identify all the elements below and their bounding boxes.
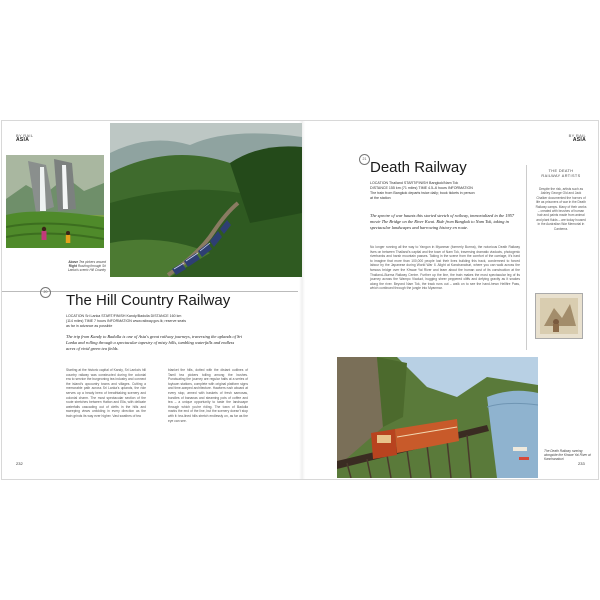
hill-country-train-photo <box>110 123 302 277</box>
left-meta-line3: as far in advance as possible <box>66 324 113 328</box>
right-meta-line3: The train from Bangkok departs twice daily; book tickets in person <box>370 191 475 195</box>
left-body-column-1: Starting at the historic capital of Kandy, Sri Lanka's hill country railway was constructed during the colonial era to service the burgeoning tea industry and connect the island's upcountry towns and villages. Cutting a memorable path across Sri Lanka's uplands, the ride serves up a heady brew of breathtaking scenery and colonial charm. The most spectacular section of the route stretches between Hatton and Ella, with delicate waterfalls cascading out of clefts in the hills and sweeping views unfolding in every direction as the train grinds its way ever higher. Vast swathes of tea <box>66 368 146 418</box>
caption-above-text: Tea pickers around <box>79 260 106 264</box>
right-running-head <box>562 133 586 143</box>
sidebar-title: THE DEATH RAILWAY ARTISTS <box>541 169 581 178</box>
right-runhead-section: ASIA <box>572 137 586 143</box>
right-meta-line2: DISTANCE 155 km (71 miles) TIME 4.5–6 hours INFORMATION <box>370 186 473 190</box>
tea-pickers-image <box>6 155 104 248</box>
left-page-title: The Hill Country Railway <box>66 292 231 309</box>
caption-right-label: Right <box>68 264 77 268</box>
hill-country-train-image <box>110 123 302 277</box>
death-railway-image <box>337 357 538 478</box>
caption-above-label: Above <box>68 260 79 264</box>
death-railway-photo <box>337 357 538 478</box>
left-trip-meta <box>66 314 236 329</box>
left-running-head <box>16 133 33 143</box>
artists-sidebar <box>526 165 593 350</box>
caption-right-text: Rushing through Sri Lanka's scenic Hill Country <box>67 264 106 272</box>
right-photo-caption: The Death Railway running alongside the Khwae Yai River at Kanchanaburi <box>544 449 591 461</box>
left-body-column-2: blanket the hills, dotted with the distant outlines of Tamil tea pickers toiling among the bushes. Punctuating the journey are regular halts at a series of toytown stations, complete with original platform signs and time-warped architecture. Hawkers rush aboard at every stop, armed with baskets of fresh samosas, bundles of bananas and steaming pots of coffee and tea – a unique opportunity to taste the landscape through which you're riding. The town of Badulla marks the end of the line, but the scenery doesn't stop with it: tea-lined hills stretch endlessly on, as far as the eye can see. <box>168 368 248 423</box>
right-meta-line4: at the station <box>370 196 391 200</box>
book-spread <box>2 121 598 479</box>
left-page-number: 232 <box>16 461 23 466</box>
right-page-title: Death Railway <box>370 159 467 176</box>
right-lead-paragraph: The spectre of war haunts this storied stretch of railway, immortalized in the 1957 movie The Bridge on the River Kwai. Ride from Bangkok to Nam Tok, taking in spectacular landscapes and harrowing history en route. <box>370 213 515 230</box>
left-photo-caption <box>60 260 106 272</box>
sidebar-painting <box>535 293 583 339</box>
right-runhead-label: BY RAIL <box>568 133 586 138</box>
sidebar-painting-image <box>536 294 582 338</box>
right-trip-meta <box>370 181 522 201</box>
left-meta-line1: LOCATION Sri Lanka START/FINISH Kandy/Badulla DISTANCE 160 km <box>66 314 182 318</box>
right-entry-number: 21 <box>359 154 370 165</box>
left-meta-line2: (114 miles) TIME 7 hours INFORMATION www.railway.gov.lk; reserve seats <box>66 319 187 323</box>
sidebar-text: Despite the risk, artists such as Ashley George Old and Jack Chalker documented the horrors of life as prisoners of war in the Death Railway camps. Many of their works – created with brushes of human hair and paints made from animal and plant fluids – are today housed in the Australian War Memorial in Canberra. <box>535 187 587 231</box>
tea-pickers-photo <box>6 155 104 248</box>
left-runhead-label: BY RAIL <box>16 133 34 138</box>
left-lead-paragraph: The trip from Kandy to Badulla is one of Asia's great railway journeys, traversing the uplands of Sri Lanka and rolling through a spectacular tapestry of misty hills, tumbling waterfalls and endless acres of vivid green tea fields. <box>66 334 243 351</box>
right-body-text: No longer running all the way to Yangon in Myanmar (formerly Burma), the notorious Death Railway lives on between Thailand's capital and the town of Nam Tok, traversing dramatic viaducts, photogenic riverbanks and harsh mountain passes. Taking in the scene from the comfort of the carriage, it's hard to imagine that more than 100,000 people lost their lives building this track, condemned to forced labour by the Japanese during World War II. Alight at Kanchanaburi, where you can walk across the famous bridge over the Khwae Yai River and learn about the human cost of its construction at the Thailand–Burma Railway Centre. Further up the line, the train makes the most spectacular leg of its journey across the Wampo Viaduct, hugging sheer peppered cliffs and defying gravity as it snakes along the river. Beyond Nam Tok, the track runs out – walk on to see the hand-hewn Hellfire Pass, which continued through the jungle into Myanmar. <box>370 245 520 291</box>
right-meta-line1: LOCATION Thailand START/FINISH Bangkok/Nam Tok <box>370 181 459 185</box>
right-page-number: 233 <box>578 461 585 466</box>
left-entry-number: 20 <box>40 287 51 298</box>
left-runhead-section: ASIA <box>16 137 30 143</box>
